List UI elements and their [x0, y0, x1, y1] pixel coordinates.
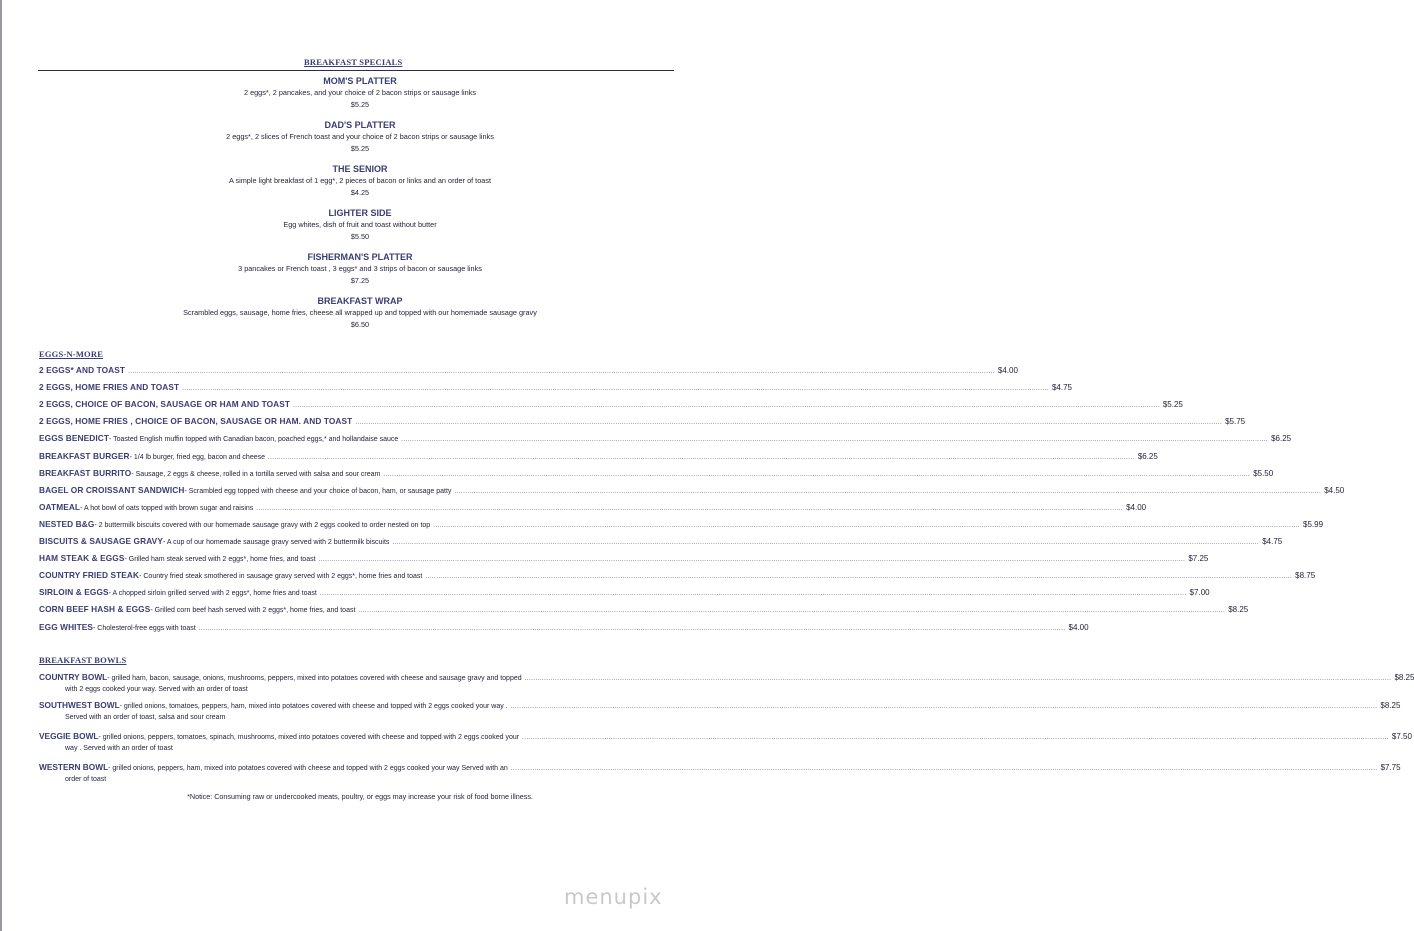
bowl-item	[39, 700, 1401, 724]
bowl-item	[39, 762, 1401, 786]
dot-leader: ................................................................................................................................................................................................................................................................................................................................................................................................................	[293, 403, 1160, 410]
item-name: 2 EGGS, CHOICE OF BACON, SAUSAGE OR HAM AND TOAST	[39, 399, 291, 410]
item-price: $8.75	[1295, 571, 1316, 581]
dot-leader: ................................................................................................................................................................................................................................................................................................................................................................................................................	[454, 488, 1322, 495]
menu-row	[39, 604, 1249, 616]
special-name: LIGHTER SIDE	[328, 208, 392, 218]
bowl-description: - grilled onions, tomatoes, peppers, ham, mixed into potatoes covered with cheese and topped with 2 eggs cooked your way .	[119, 703, 508, 710]
item-name: 2 EGGS, HOME FRIES AND TOAST	[39, 382, 180, 393]
food-safety-notice: *Notice: Consuming raw or undercooked meats, poultry, or eggs may increase your risk of food borne illness.	[187, 792, 533, 801]
special-item	[60, 251, 660, 287]
menu-row	[39, 433, 1292, 445]
dot-leader: ................................................................................................................................................................................................................................................................................................................................................................................................................	[425, 574, 1293, 581]
item-description: - 2 buttermilk biscuits covered with our homemade sausage gravy with 2 eggs cooked to order nested on top	[94, 521, 431, 529]
special-price: $7.25	[350, 276, 370, 285]
special-description: 3 pancakes or French toast , 3 eggs* and 3 strips of bacon or sausage links	[238, 264, 482, 273]
special-name: MOM'S PLATTER	[323, 76, 397, 86]
item-name: EGG WHITES	[39, 621, 94, 632]
item-price: $5.25	[1162, 400, 1183, 410]
item-price: $4.75	[1262, 537, 1283, 546]
menu-row	[39, 553, 1209, 565]
special-price: $5.25	[350, 144, 370, 153]
watermark-logo: menupix	[564, 885, 663, 909]
dot-leader: ................................................................................................................................................................................................................................................................................................................................................................................................................	[256, 505, 1124, 512]
dot-leader: ................................................................................................................................................................................................................................................................................................................................................................................................................	[522, 735, 1389, 741]
bowl-price: $8.25	[1394, 673, 1414, 682]
bowl-item	[39, 731, 1412, 755]
menu-row	[39, 365, 1018, 377]
menu-row	[39, 621, 1089, 634]
bowl-description-cont: with 2 eggs cooked your way. Served with an order of toast	[65, 686, 248, 693]
bowl-description-cont: Served with an order of toast, salsa and sour cream	[65, 714, 226, 721]
item-description: - 1/4 lb burger, fried egg, bacon and cheese	[129, 453, 266, 461]
item-price: $6.25	[1137, 451, 1158, 461]
item-description: - Grilled ham steak served with 2 eggs*, home fries, and toast	[124, 556, 316, 564]
dot-leader: ................................................................................................................................................................................................................................................................................................................................................................................................................	[524, 676, 1392, 682]
item-description: - Country fried steak smothered in sausage gravy served with 2 eggs*, home fries and toast	[139, 573, 423, 581]
bowl-line	[39, 731, 1412, 743]
bowl-price: $7.50	[1391, 732, 1412, 741]
bowl-description: - grilled onions, peppers, tomatoes, spinach, mushrooms, mixed into potatoes covered with cheese and topped with 2 eggs cooked your	[98, 734, 520, 741]
item-description: - Sausage, 2 eggs & cheese, rolled in a tortilla served with salsa and sour cream	[131, 470, 381, 478]
bowl-line	[39, 762, 1401, 774]
dot-leader: ................................................................................................................................................................................................................................................................................................................................................................................................................	[318, 557, 1186, 564]
item-price: $4.75	[1051, 383, 1073, 393]
item-price: $7.25	[1188, 554, 1209, 564]
bowl-price: $7.75	[1380, 763, 1401, 772]
item-price: $4.50	[1324, 485, 1345, 495]
menu-row	[39, 382, 1073, 394]
item-name: OATMEAL	[39, 501, 81, 512]
special-item	[60, 119, 660, 155]
dot-leader: ................................................................................................................................................................................................................................................................................................................................................................................................................	[392, 540, 1260, 546]
bowl-description-cont: way . Served with an order of toast	[65, 745, 173, 752]
item-price: $4.00	[997, 366, 1018, 375]
dot-leader: ................................................................................................................................................................................................................................................................................................................................................................................................................	[268, 454, 1135, 461]
item-description: - A chopped sirloin grilled served with 2 eggs*, home fries and toast	[108, 590, 317, 598]
item-name: SIRLOIN & EGGS	[39, 587, 109, 598]
specials-rule	[38, 70, 674, 71]
bowls-title: BREAKFAST BOWLS	[39, 655, 127, 665]
dot-leader: ................................................................................................................................................................................................................................................................................................................................................................................................................	[358, 608, 1226, 615]
page-edge	[0, 0, 2, 931]
item-name: EGGS BENEDICT	[39, 433, 109, 444]
special-item	[60, 163, 660, 199]
special-name: DAD'S PLATTER	[324, 120, 396, 130]
item-description: - A cup of our homemade sausage gravy served with 2 buttermilk biscuits	[162, 539, 390, 546]
specials-title: BREAKFAST SPECIALS	[304, 57, 403, 67]
item-price: $8.25	[1228, 605, 1249, 615]
bowl-description-cont: order of toast	[65, 776, 107, 783]
special-description: A simple light breakfast of 1 egg*, 2 pieces of bacon or links and an order of toast	[228, 176, 492, 185]
dot-leader: ................................................................................................................................................................................................................................................................................................................................................................................................................	[401, 437, 1269, 444]
dot-leader: ................................................................................................................................................................................................................................................................................................................................................................................................................	[182, 386, 1049, 393]
special-name: BREAKFAST WRAP	[317, 296, 403, 306]
item-description: - A hot bowl of oats topped with brown sugar and raisins	[80, 504, 254, 512]
special-item	[60, 207, 660, 243]
menu-row	[39, 570, 1316, 582]
special-price: $4.25	[350, 188, 370, 197]
special-name: THE SENIOR	[332, 164, 388, 174]
eggs-title: EGGS-N-MORE	[39, 349, 104, 359]
dot-leader: ................................................................................................................................................................................................................................................................................................................................................................................................................	[510, 704, 1378, 710]
special-description: Scrambled eggs, sausage, home fries, cheese all wrapped up and topped with our homemade sausage gravy	[183, 308, 537, 317]
bowl-price: $8.25	[1380, 701, 1401, 710]
item-price: $5.99	[1303, 519, 1324, 529]
dot-leader: ................................................................................................................................................................................................................................................................................................................................................................................................................	[433, 522, 1300, 529]
special-price: $6.50	[350, 320, 370, 329]
item-name: COUNTRY FRIED STEAK	[39, 570, 140, 581]
bowl-name: COUNTRY BOWL	[39, 672, 108, 682]
bowl-name: WESTERN BOWL	[39, 762, 109, 772]
special-description: 2 eggs*, 2 pancakes, and your choice of 2 bacon strips or sausage links	[243, 88, 477, 97]
special-item	[60, 295, 660, 331]
item-description: - Cholesterol-free eggs with toast	[93, 624, 196, 632]
item-name: BAGEL OR CROISSANT SANDWICH	[39, 484, 185, 495]
item-description: - Grilled corn beef hash served with 2 eggs*, home fries, and toast	[150, 607, 356, 615]
menu-row	[39, 399, 1183, 411]
special-description: Egg whites, dish of fruit and toast without butter	[283, 220, 437, 229]
bowl-line	[39, 672, 1414, 684]
menu-row	[39, 484, 1345, 497]
item-name: NESTED B&G	[39, 518, 95, 529]
item-name: BREAKFAST BURGER	[39, 450, 130, 461]
menu-row	[39, 501, 1147, 514]
special-price: $5.50	[350, 232, 370, 241]
item-price: $5.50	[1253, 468, 1274, 478]
special-price: $5.25	[350, 100, 370, 109]
item-description: - Toasted English muffin topped with Canadian bacon, poached eggs,* and hollandaise sauce	[109, 436, 399, 444]
bowl-name: SOUTHWEST BOWL	[39, 700, 120, 710]
dot-leader: ................................................................................................................................................................................................................................................................................................................................................................................................................	[355, 420, 1223, 427]
dot-leader: ................................................................................................................................................................................................................................................................................................................................................................................................................	[510, 766, 1378, 772]
item-price: $5.75	[1225, 417, 1246, 427]
menu-row	[39, 536, 1283, 548]
menu-row	[39, 467, 1274, 480]
bowl-item	[39, 672, 1414, 696]
menu-row	[39, 587, 1210, 599]
special-description: 2 eggs*, 2 slices of French toast and your choice of 2 bacon strips or sausage links	[226, 132, 494, 141]
dot-leader: ................................................................................................................................................................................................................................................................................................................................................................................................................	[128, 369, 995, 375]
bowl-description: - grilled ham, bacon, sausage, onions, mushrooms, peppers, mixed into potatoes covered with cheese and sausage gravy and topped	[107, 675, 522, 682]
item-price: $7.00	[1189, 588, 1210, 598]
item-name: BISCUITS & SAUSAGE GRAVY	[39, 536, 163, 546]
item-name: BREAKFAST BURRITO	[39, 467, 132, 478]
bowl-line	[39, 700, 1401, 712]
dot-leader: ................................................................................................................................................................................................................................................................................................................................................................................................................	[198, 625, 1066, 632]
item-name: 2 EGGS* AND TOAST	[39, 365, 126, 375]
menu-row	[39, 518, 1324, 531]
dot-leader: ................................................................................................................................................................................................................................................................................................................................................................................................................	[383, 471, 1251, 478]
menu-row	[39, 416, 1246, 428]
item-price: $6.25	[1271, 434, 1292, 444]
item-price: $4.00	[1126, 502, 1147, 512]
item-description: - Scrambled egg topped with cheese and your choice of bacon, ham, or sausage patty	[184, 487, 452, 495]
bowl-name: VEGGIE BOWL	[39, 731, 99, 741]
item-name: CORN BEEF HASH & EGGS	[39, 604, 151, 615]
special-item	[60, 75, 660, 111]
item-price: $4.00	[1068, 622, 1089, 632]
menu-row	[39, 450, 1158, 463]
dot-leader: ................................................................................................................................................................................................................................................................................................................................................................................................................	[319, 591, 1187, 598]
bowl-description: - grilled onions, peppers, ham, mixed into potatoes covered with cheese and topped with 2 eggs cooked your way Served with an	[108, 765, 508, 772]
special-name: FISHERMAN'S PLATTER	[307, 252, 413, 262]
item-name: 2 EGGS, HOME FRIES , CHOICE OF BACON, SAUSAGE OR HAM. AND TOAST	[39, 416, 353, 427]
item-name: HAM STEAK & EGGS	[39, 553, 125, 564]
